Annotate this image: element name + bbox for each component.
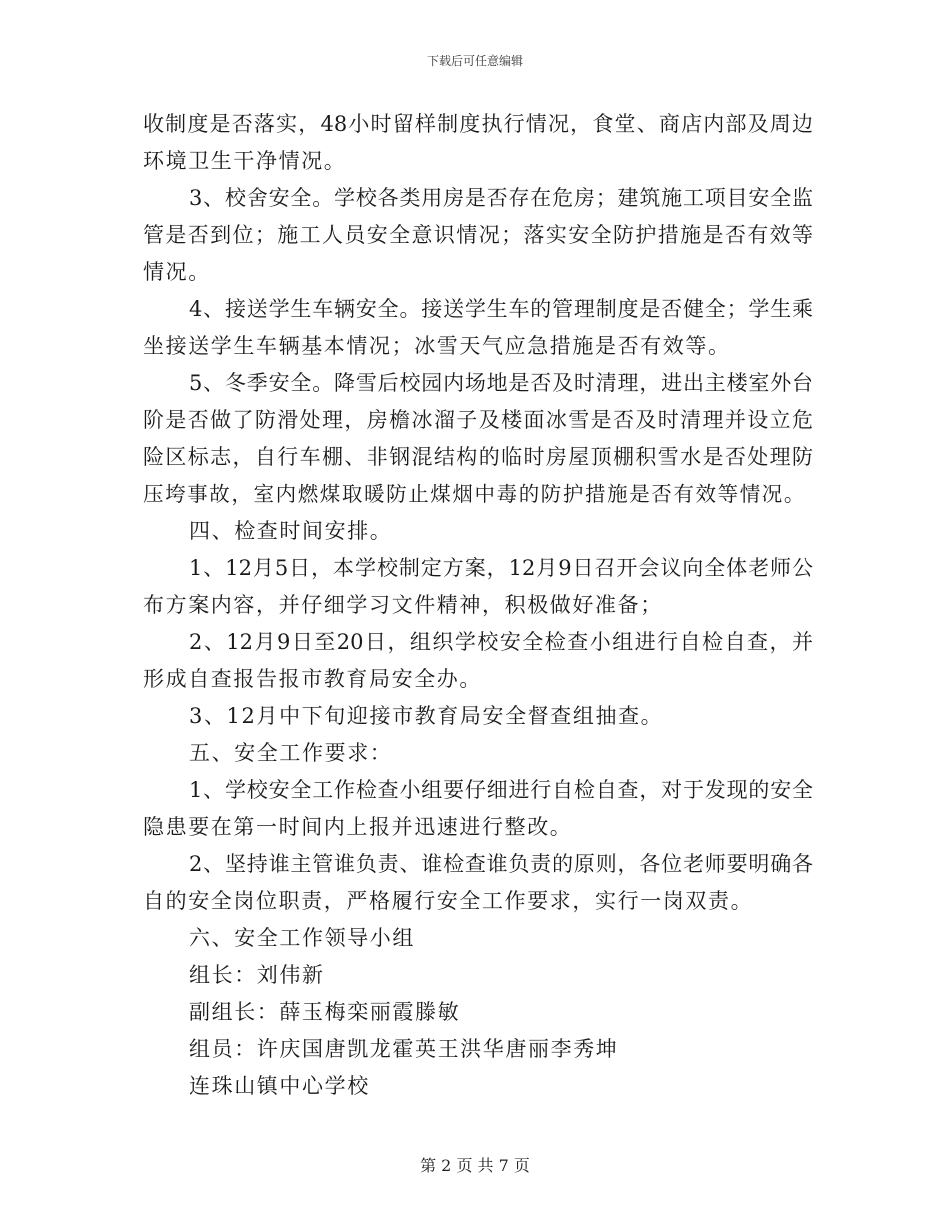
section-heading: 五、安全工作要求：	[189, 741, 393, 765]
page-number: 第 2 页 共 7 页	[420, 1156, 530, 1175]
school-name: 连珠山镇中心学校	[189, 1074, 370, 1098]
text-line: 2、12月9日至20日，组织学校安全检查小组进行自检自查，并	[189, 630, 813, 654]
text-line: 环境卫生干净情况。	[143, 149, 347, 173]
text-line: 2、坚持谁主管谁负责、谁检查谁负责的原则，各位老师要明确各	[189, 852, 813, 876]
text-line: 布方案内容，并仔细学习文件精神，积极做好准备；	[143, 593, 663, 617]
document-body	[143, 106, 813, 1105]
text-line: 管是否到位；施工人员安全意识情况；落实安全防护措施是否有效等	[143, 223, 813, 247]
group-members: 组员：许庆国唐凯龙霍英王洪华唐丽李秀坤	[189, 1037, 619, 1061]
section-heading: 四、检查时间安排。	[189, 519, 393, 543]
text-line: 3、校舍安全。学校各类用房是否存在危房；建筑施工项目安全监	[189, 186, 813, 210]
text-line: 阶是否做了防滑处理，房檐冰溜子及楼面冰雪是否及时清理并设立危	[143, 408, 813, 432]
page-header: 下载后可任意编辑	[426, 54, 523, 68]
text-line: 3、12月中下旬迎接市教育局安全督查组抽查。	[189, 704, 664, 728]
text-line: 自的安全岗位职责，严格履行安全工作要求，实行一岗双责。	[143, 889, 754, 913]
text-line: 收制度是否落实，48小时留样制度执行情况，食堂、商店内部及周边	[143, 112, 813, 136]
text-line: 1、12月5日，本学校制定方案，12月9日召开会议向全体老师公	[189, 556, 813, 580]
text-line: 情况。	[143, 260, 211, 284]
text-line: 5、冬季安全。降雪后校园内场地是否及时清理，进出主楼室外台	[189, 371, 813, 395]
group-leader: 组长：刘伟新	[189, 963, 325, 987]
text-line: 4、接送学生车辆安全。接送学生车的管理制度是否健全；学生乘	[189, 297, 813, 321]
text-line: 1、学校安全工作检查小组要仔细进行自检自查，对于发现的安全	[189, 778, 813, 802]
text-line: 险区标志，自行车棚、非钢混结构的临时房屋顶棚积雪水是否处理防	[143, 445, 813, 469]
text-line: 形成自查报告报市教育局安全办。	[143, 667, 482, 691]
text-line: 压垮事故，室内燃煤取暖防止煤烟中毒的防护措施是否有效等情况。	[143, 482, 806, 506]
text-line: 隐患要在第一时间内上报并迅速进行整改。	[143, 815, 573, 839]
deputy-leaders: 副组长：薛玉梅栾丽霞滕敏	[189, 1000, 461, 1024]
text-line: 坐接送学生车辆基本情况；冰雪天气应急措施是否有效等。	[143, 334, 731, 358]
section-heading: 六、安全工作领导小组	[189, 926, 415, 950]
